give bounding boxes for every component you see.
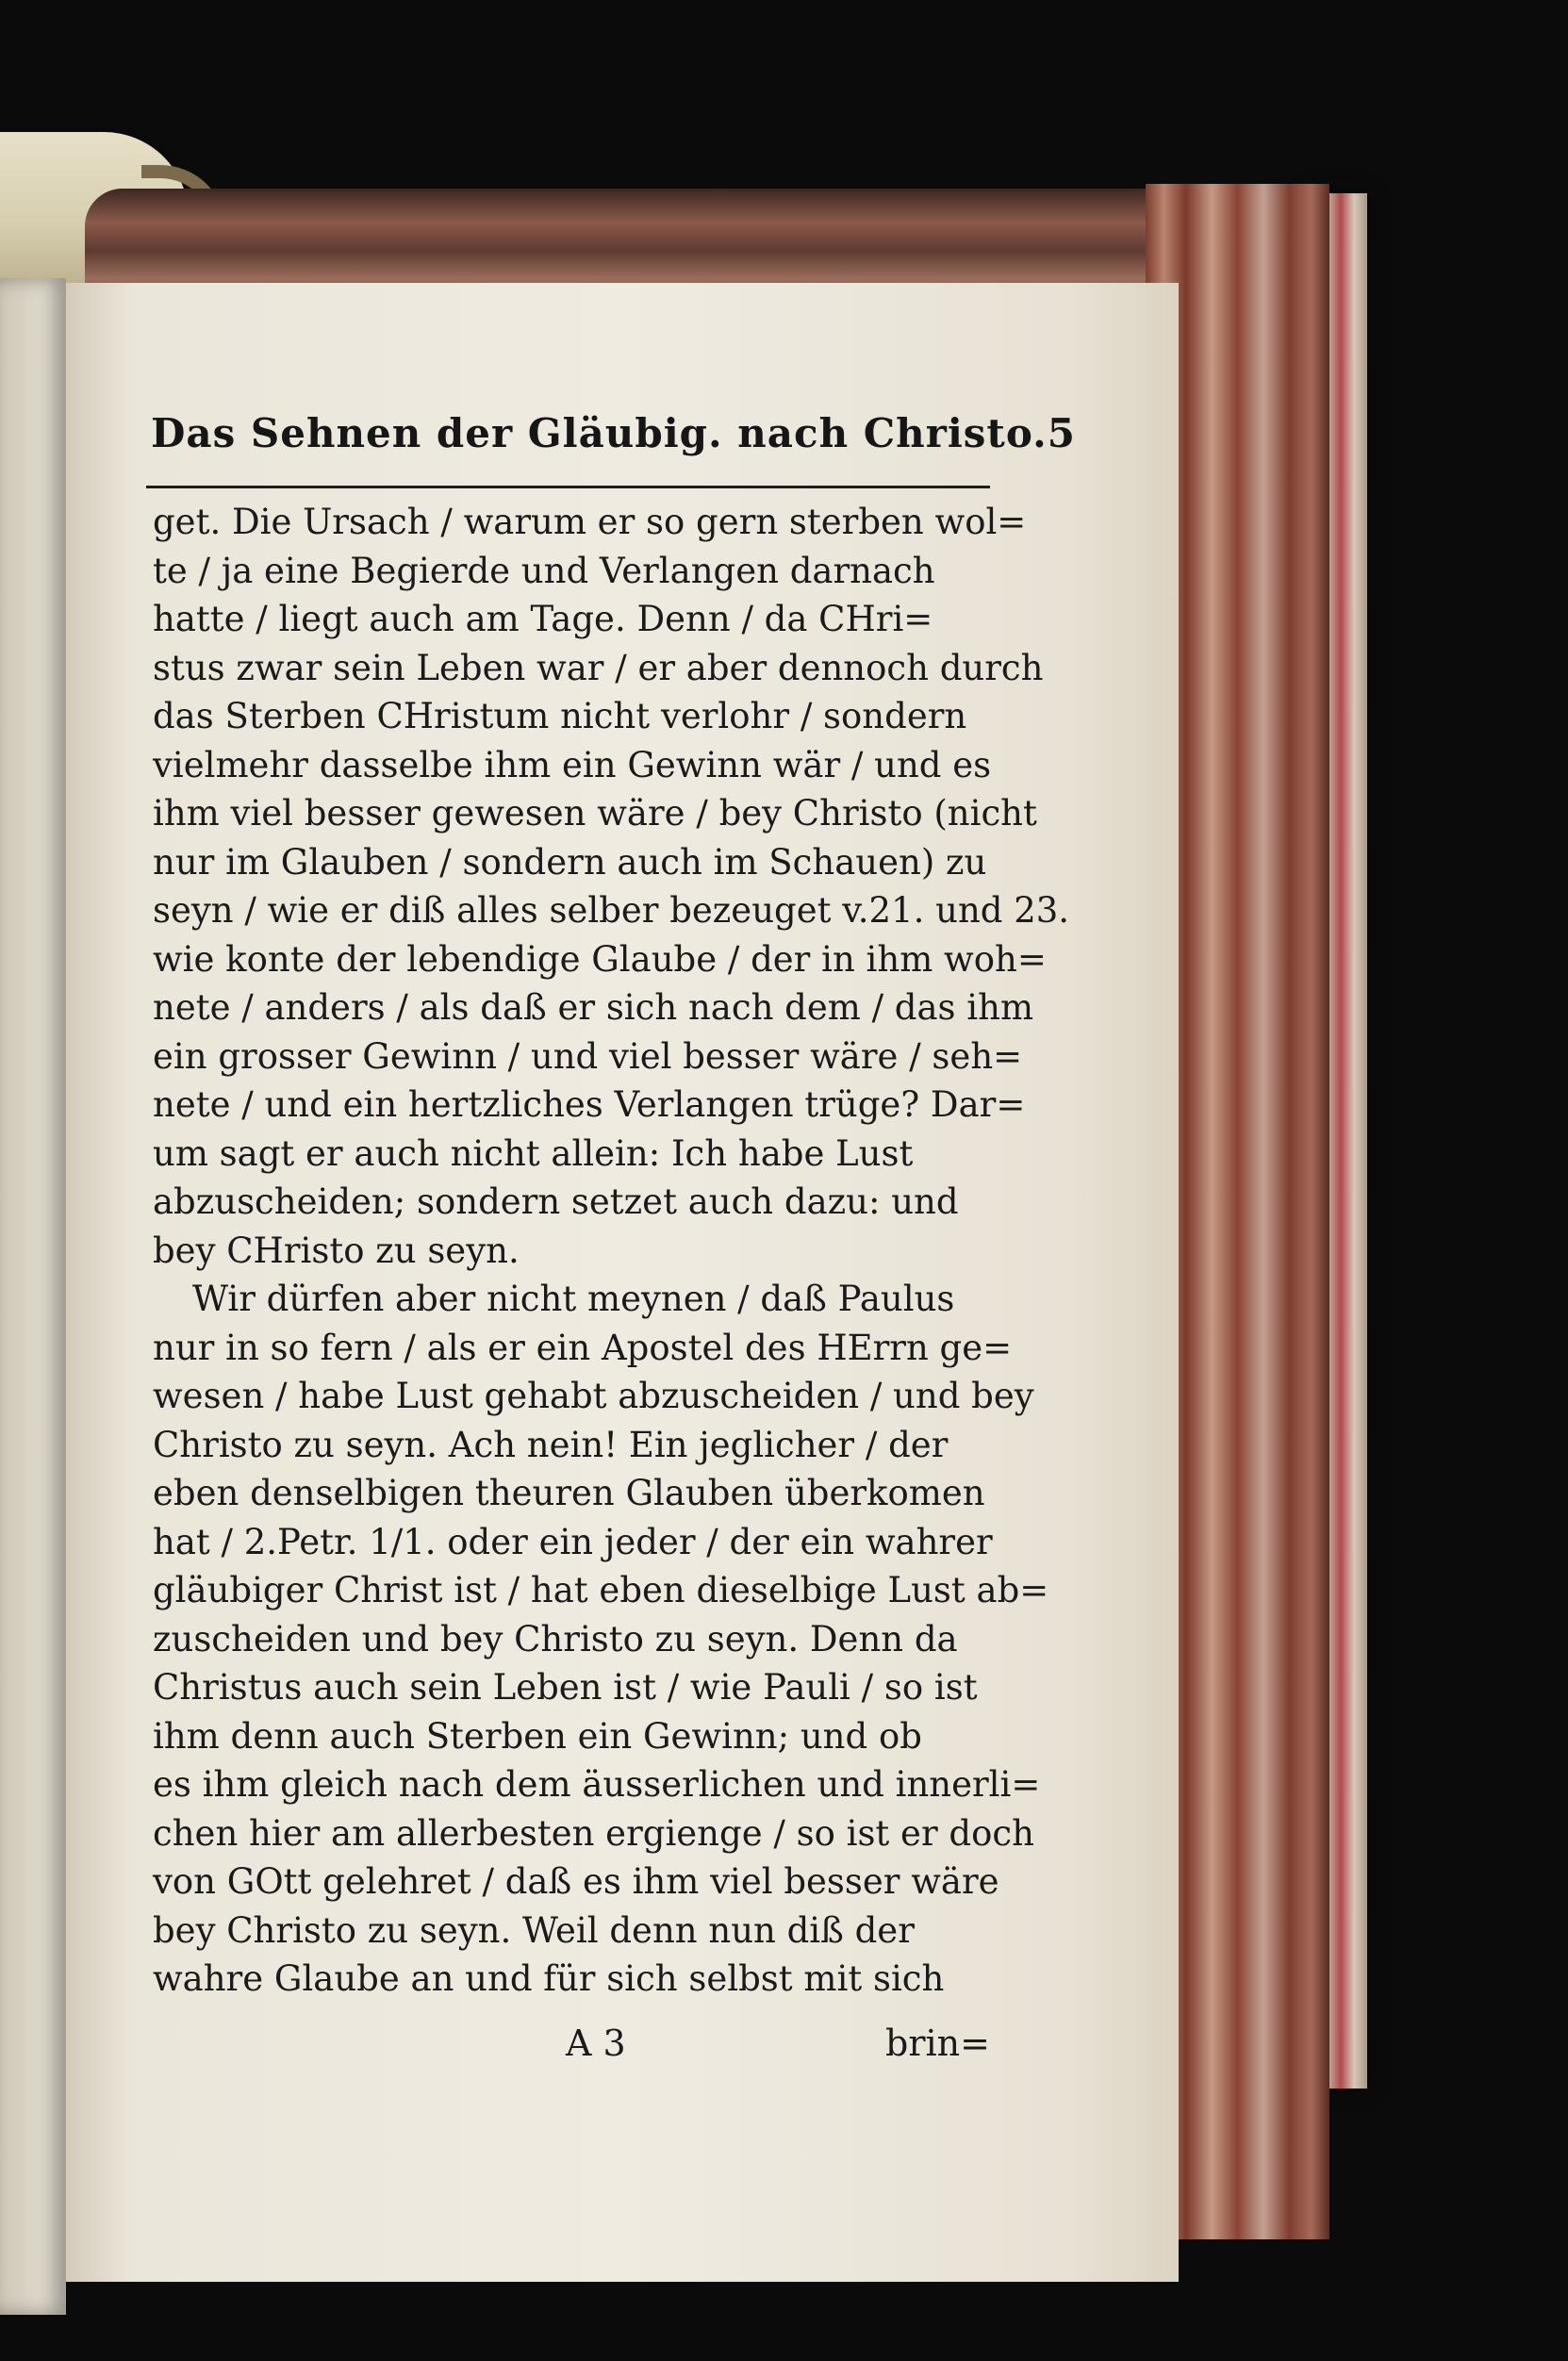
text-line: ein grosser Gewinn / und viel besser wäre / seh=: [153, 1035, 1023, 1077]
text-line: nur in so fern / als er ein Apostel des HErrn ge=: [153, 1327, 1013, 1368]
text-line: hat / 2.Petr. 1/1. oder ein jeder / der ein wahrer: [153, 1521, 993, 1562]
text-line: seyn / wie er diß alles selber bezeuget v.21. und 23.: [153, 890, 1070, 931]
text-line: wesen / habe Lust gehabt abzuscheiden / und bey: [153, 1376, 1034, 1416]
signature-mark: A 3: [566, 2023, 626, 2064]
text-line: bey CHristo zu seyn.: [153, 1230, 520, 1271]
page-footer: [151, 2023, 999, 2074]
text-line: get. Die Ursach / warum er so gern sterben wol=: [153, 502, 1027, 542]
text-line: stus zwar sein Leben war / er aber dennoch durch: [153, 647, 1044, 688]
text-line: wie konte der lebendige Glaube / der in ihm woh=: [153, 938, 1047, 980]
text-line-paragraph-start: Wir dürfen aber nicht meynen / daß Paulus: [192, 1279, 955, 1319]
text-line: abzuscheiden; sondern setzet auch dazu: und: [153, 1181, 959, 1222]
catchword: brin=: [885, 2023, 990, 2064]
text-line: te / ja eine Begierde und Verlangen darnach: [153, 550, 935, 591]
text-line: um sagt er auch nicht allein: Ich habe Lust: [153, 1132, 914, 1174]
text-line: wahre Glaube an und für sich selbst mit sich: [153, 1958, 945, 1999]
text-line: von GOtt gelehret / daß es ihm viel besser wäre: [153, 1861, 999, 1902]
text-line: nur im Glauben / sondern auch im Schauen) zu: [153, 841, 987, 883]
body-text: [153, 498, 1070, 2004]
text-line: bey Christo zu seyn. Weil denn nun diß der: [153, 1909, 915, 1951]
text-line: nete / und ein hertzliches Verlangen trüge? Dar=: [153, 1084, 1026, 1125]
text-line: Christus auch sein Leben ist / wie Pauli / so ist: [153, 1667, 978, 1708]
text-line: vielmehr dasselbe ihm ein Gewinn wär / und es: [153, 744, 992, 785]
text-line: es ihm gleich nach dem äusserlichen und innerli=: [153, 1764, 1041, 1805]
facing-page-edge: [0, 278, 66, 2315]
text-line: ihm denn auch Sterben ein Gewinn; und ob: [153, 1715, 922, 1757]
text-line: gläubiger Christ ist / hat eben dieselbige Lust ab=: [153, 1570, 1049, 1610]
text-line: hatte / liegt auch am Tage. Denn / da CHri=: [153, 599, 933, 639]
text-line: zuscheiden und bey Christo zu seyn. Denn da: [153, 1618, 958, 1659]
running-head-title: Das Sehnen der Gläubig. nach Christo.: [151, 410, 1048, 456]
text-line: eben denselbigen theuren Glauben überkomen: [153, 1473, 985, 1513]
text-line: Christo zu seyn. Ach nein! Ein jeglicher / der: [153, 1424, 949, 1465]
text-line: chen hier am allerbesten ergienge / so ist er doch: [153, 1812, 1034, 1854]
running-header: [151, 410, 1076, 476]
text-line: nete / anders / als daß er sich nach dem / das ihm: [153, 987, 1034, 1028]
header-rule: [146, 486, 990, 488]
text-line: das Sterben CHristum nicht verlohr / sondern: [153, 696, 967, 736]
text-line: ihm viel besser gewesen wäre / bey Christo (nicht: [153, 793, 1037, 834]
page-number: 5: [1047, 410, 1076, 456]
